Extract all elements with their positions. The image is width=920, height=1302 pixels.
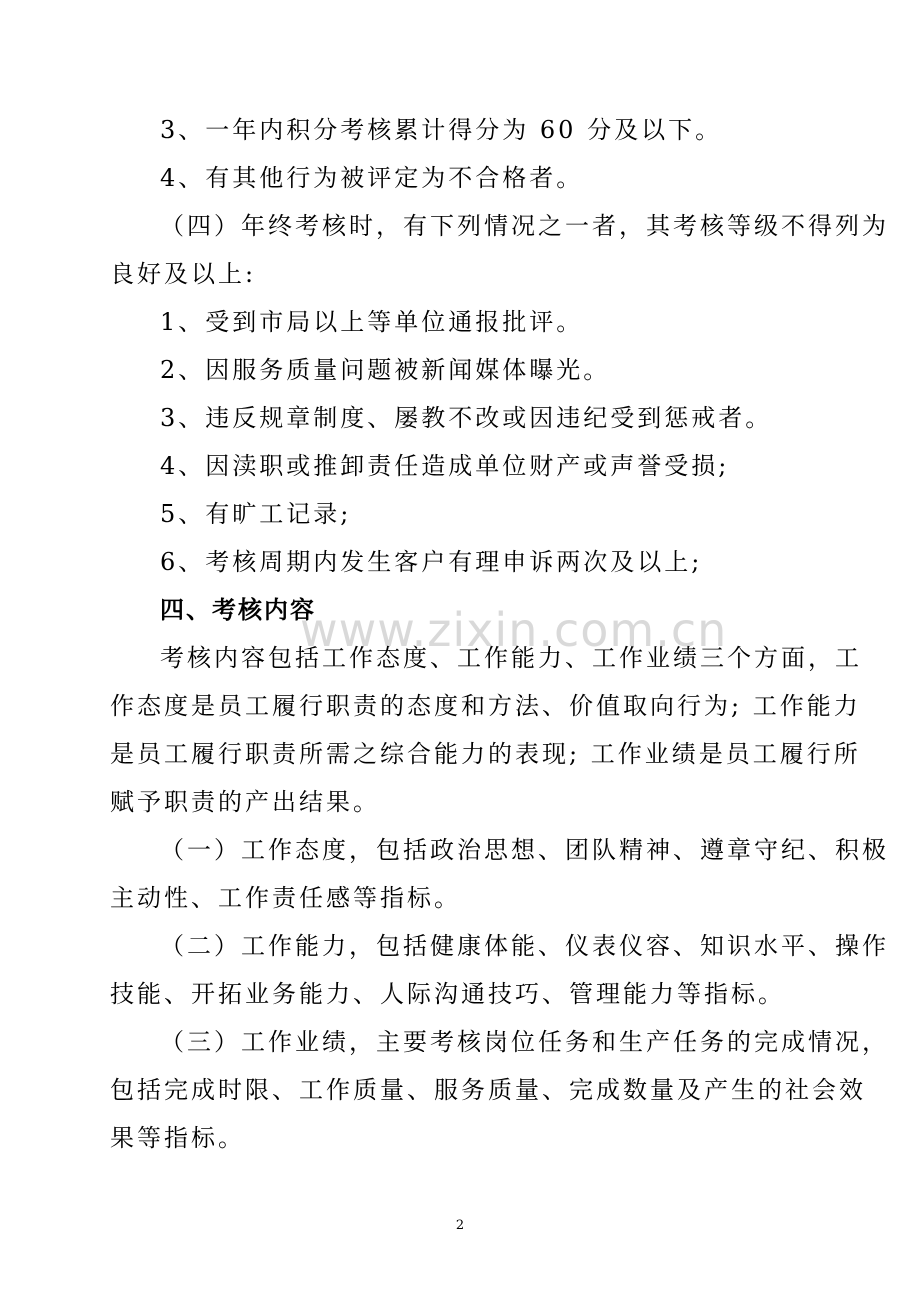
text-line: （三）工作业绩，主要考核岗位任务和生产任务的完成情况， <box>160 1028 889 1056</box>
text-line: 赋予职责的产出结果。 <box>110 788 380 816</box>
text-line: 考核内容包括工作态度、工作能力、工作业绩三个方面，工 <box>160 644 862 672</box>
text-line: 4、因渎职或推卸责任造成单位财产或声誉受损; <box>160 452 730 480</box>
text-line: 1、受到市局以上等单位通报批评。 <box>160 308 584 336</box>
section-heading: 四、考核内容 <box>160 596 316 624</box>
text-line: 6、考核周期内发生客户有理申诉两次及以上; <box>160 548 703 576</box>
text-line: （四）年终考核时，有下列情况之一者，其考核等级不得列为 <box>160 212 889 240</box>
text-line: 3、违反规章制度、屡教不改或因违纪受到惩戒者。 <box>160 404 773 432</box>
text-line: （一）工作态度，包括政治思想、团队精神、遵章守纪、积极 <box>160 836 889 864</box>
text-line: 3、一年内积分考核累计得分为 60 分及以下。 <box>160 116 723 144</box>
text-line: 包括完成时限、工作质量、服务质量、完成数量及产生的社会效 <box>110 1076 866 1104</box>
text-line: 4、有其他行为被评定为不合格者。 <box>160 164 584 192</box>
watermark: www.zixin.com.cn <box>300 603 728 657</box>
text-line: 技能、开拓业务能力、人际沟通技巧、管理能力等指标。 <box>110 980 785 1008</box>
text-line: 2、因服务质量问题被新闻媒体曝光。 <box>160 356 611 384</box>
text-line: 果等指标。 <box>110 1124 245 1152</box>
text-line: 是员工履行职责所需之综合能力的表现; 工作业绩是员工履行所 <box>110 740 861 768</box>
text-line: 5、有旷工记录; <box>160 500 352 528</box>
text-line: （二）工作能力，包括健康体能、仪表仪容、知识水平、操作 <box>160 932 889 960</box>
text-line: 作态度是员工履行职责的态度和方法、价值取向行为; 工作能力 <box>110 692 861 720</box>
page-number: 2 <box>455 1218 465 1233</box>
text-line: 良好及以上: <box>110 260 257 288</box>
text-line: 主动性、工作责任感等指标。 <box>110 884 461 912</box>
